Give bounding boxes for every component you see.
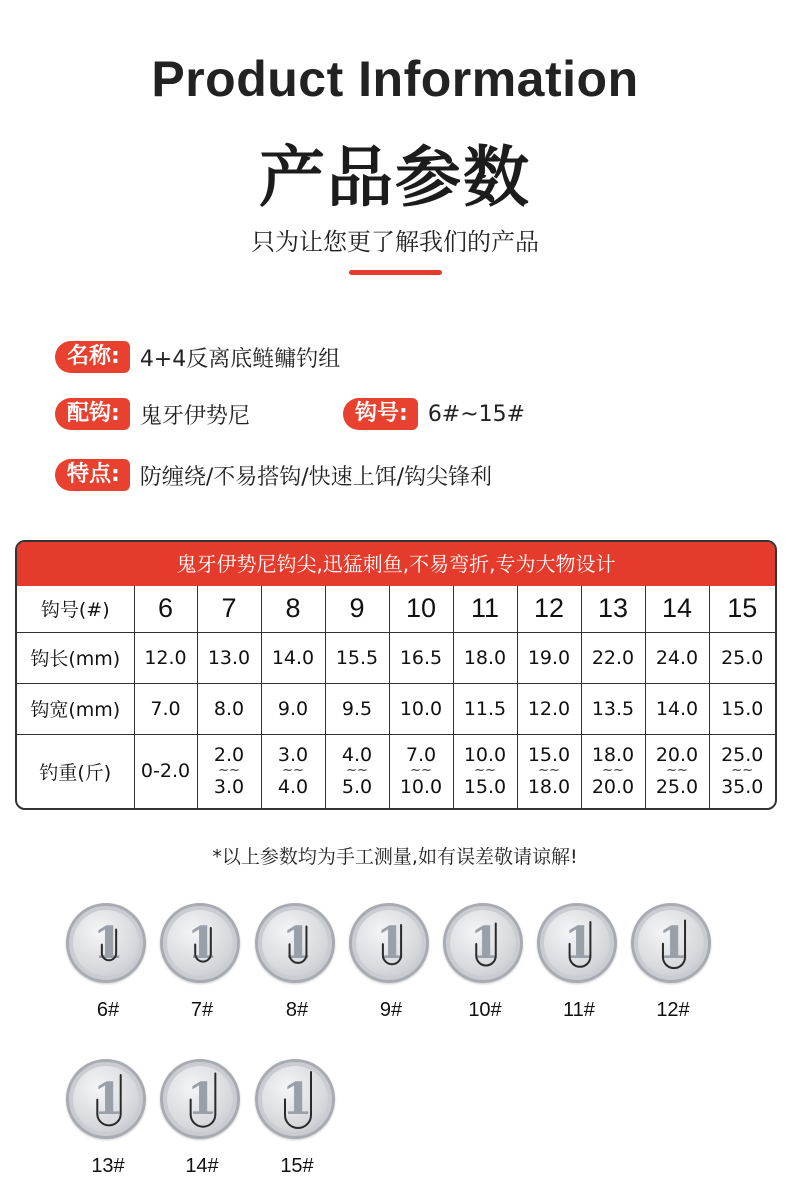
weight-tilde: ~~ <box>346 763 368 779</box>
coin-digit: 1 <box>658 918 689 969</box>
weight-low: 4.0 <box>341 744 373 767</box>
weight-tilde: ~~ <box>602 763 624 779</box>
weight-tilde: ~~ <box>282 763 304 779</box>
length-cell: 13.0 <box>197 632 261 683</box>
page-title-chinese: 产品参数 <box>259 139 531 216</box>
coin-hook-icon <box>349 903 429 983</box>
coin-item-15 <box>255 1059 339 1177</box>
fishing-hook-icon <box>634 906 714 986</box>
spec-row-length <box>17 632 775 683</box>
coin-digit: 1 <box>93 918 124 969</box>
width-cell: 11.5 <box>453 683 517 734</box>
width-cell: 15.0 <box>709 683 775 734</box>
width-cell: 8.0 <box>197 683 261 734</box>
size-cell: 11 <box>453 586 517 632</box>
width-cell: 13.5 <box>581 683 645 734</box>
spec-table <box>17 586 775 808</box>
info-row-feature <box>55 458 492 492</box>
size-label: 13# <box>91 1155 125 1177</box>
size-cell: 10 <box>389 586 453 632</box>
size-label: 10# <box>468 999 502 1021</box>
coin-item-13 <box>66 1059 150 1177</box>
coin-digit: 1 <box>376 918 407 969</box>
size-cell: 12 <box>517 586 581 632</box>
weight-range-cell <box>197 734 261 808</box>
weight-range-cell <box>261 734 325 808</box>
coin-item-7 <box>160 903 244 1021</box>
weight-tilde: ~~ <box>731 763 754 779</box>
weight-range-cell <box>645 734 709 808</box>
fishing-hook-icon <box>540 906 620 986</box>
weight-low: 25.0 <box>721 744 764 767</box>
weight-low: 2.0 <box>213 744 245 767</box>
size-cell: 14 <box>645 586 709 632</box>
weight-high: 20.0 <box>591 776 635 799</box>
width-cell: 14.0 <box>645 683 709 734</box>
size-label: 15# <box>280 1155 314 1177</box>
weight-high: 18.0 <box>527 776 571 799</box>
coin-digit: 1 <box>187 918 218 969</box>
fishing-hook-icon <box>163 1062 243 1142</box>
weight-high: 15.0 <box>463 776 507 799</box>
fishing-hook-icon <box>352 906 432 986</box>
weight-tilde: ~~ <box>218 763 240 779</box>
weight-range-cell <box>517 734 581 808</box>
size-label: 8# <box>285 999 309 1021</box>
fishing-hook-icon <box>446 906 526 986</box>
length-cell: 24.0 <box>645 632 709 683</box>
weight-range-cell <box>325 734 389 808</box>
spec-row-width <box>17 683 775 734</box>
coin-item-10 <box>443 903 527 1021</box>
size-label-pill: 钩号: <box>343 398 418 430</box>
coin-digit: 1 <box>470 918 501 969</box>
row-header-width: 钩宽(mm) <box>17 683 134 734</box>
page-subtitle: 只为让您更了解我们的产品 <box>251 228 539 256</box>
size-label: 14# <box>185 1155 219 1177</box>
fishing-hook-icon <box>258 1062 338 1142</box>
page-title-english: Product Information <box>151 51 639 107</box>
coin-digit: 1 <box>282 918 313 969</box>
coin-item-9 <box>349 903 433 1021</box>
length-cell: 15.5 <box>325 632 389 683</box>
info-row-size <box>343 397 525 431</box>
weight-low: 15.0 <box>527 744 571 767</box>
hook-value: 鬼牙伊势尼 <box>139 403 250 429</box>
weight-high: 4.0 <box>277 776 309 799</box>
weight-range-cell <box>453 734 517 808</box>
size-cell: 7 <box>197 586 261 632</box>
weight-low: 10.0 <box>463 744 507 767</box>
size-value: 6#~15# <box>427 401 526 427</box>
weight-low: 18.0 <box>591 744 635 767</box>
title-underline <box>349 270 442 275</box>
width-cell: 9.0 <box>261 683 325 734</box>
weight-range-cell <box>389 734 453 808</box>
weight-range-cell <box>581 734 645 808</box>
coin-item-12 <box>631 903 715 1021</box>
coin-hook-icon <box>66 1059 146 1139</box>
spec-table-card <box>15 540 777 810</box>
coin-digit: 1 <box>282 1074 313 1125</box>
size-label: 6# <box>96 999 120 1021</box>
fishing-hook-icon <box>69 1062 149 1142</box>
coin-hook-icon <box>255 1059 335 1139</box>
weight-tilde: ~~ <box>410 763 432 779</box>
spec-row-weight <box>17 734 775 808</box>
weight-tilde: ~~ <box>474 763 496 779</box>
length-cell: 19.0 <box>517 632 581 683</box>
coin-digit: 1 <box>564 918 595 969</box>
weight-cell: 0-2.0 <box>134 734 197 808</box>
row-header-length: 钩长(mm) <box>17 632 134 683</box>
info-row-hook <box>55 397 250 431</box>
size-cell: 13 <box>581 586 645 632</box>
length-cell: 25.0 <box>709 632 775 683</box>
coin-item-14 <box>160 1059 244 1177</box>
weight-low: 7.0 <box>405 744 437 767</box>
size-label: 12# <box>656 999 690 1021</box>
weight-tilde: ~~ <box>666 763 688 779</box>
length-cell: 16.5 <box>389 632 453 683</box>
feature-label-pill: 特点: <box>55 459 130 491</box>
length-cell: 14.0 <box>261 632 325 683</box>
weight-high: 5.0 <box>341 776 373 799</box>
measurement-note: *以上参数均为手工测量,如有误差敬请谅解! <box>212 846 578 868</box>
weight-high: 25.0 <box>655 776 699 799</box>
coin-hook-icon <box>537 903 617 983</box>
weight-range-cell <box>709 734 775 808</box>
coin-item-8 <box>255 903 339 1021</box>
fishing-hook-icon <box>163 906 243 986</box>
weight-high: 3.0 <box>213 776 245 799</box>
coin-hook-icon <box>66 903 146 983</box>
size-label: 7# <box>190 999 214 1021</box>
weight-high: 10.0 <box>399 776 443 799</box>
hook-label-pill: 配钩: <box>55 398 130 430</box>
size-label: 11# <box>563 999 595 1021</box>
row-header-size: 钩号(#) <box>17 586 134 632</box>
size-cell: 15 <box>709 586 775 632</box>
size-cell: 8 <box>261 586 325 632</box>
row-header-weight: 钓重(斤) <box>17 734 134 808</box>
coin-digit: 1 <box>187 1074 218 1125</box>
weight-low: 3.0 <box>277 744 309 767</box>
length-cell: 22.0 <box>581 632 645 683</box>
info-row-name <box>55 340 340 374</box>
size-cell: 6 <box>134 586 197 632</box>
coin-hook-icon <box>255 903 335 983</box>
spec-banner: 鬼牙伊势尼钩尖,迅猛刺鱼,不易弯折,专为大物设计 <box>17 542 775 586</box>
size-cell: 9 <box>325 586 389 632</box>
width-cell: 12.0 <box>517 683 581 734</box>
coin-hook-icon <box>160 903 240 983</box>
size-label: 9# <box>379 999 403 1021</box>
feature-value: 防缠绕/不易搭钩/快速上饵/钩尖锋利 <box>139 464 493 490</box>
weight-low: 20.0 <box>655 744 699 767</box>
length-cell: 12.0 <box>134 632 197 683</box>
coin-hook-icon <box>443 903 523 983</box>
weight-tilde: ~~ <box>538 763 560 779</box>
coin-item-6 <box>66 903 150 1021</box>
fishing-hook-icon <box>258 906 338 986</box>
name-value: 4+4反离底鲢鳙钓组 <box>139 346 341 372</box>
spec-row-size <box>17 586 775 632</box>
fishing-hook-icon <box>69 906 149 986</box>
name-label-pill: 名称: <box>55 341 130 373</box>
width-cell: 9.5 <box>325 683 389 734</box>
width-cell: 7.0 <box>134 683 197 734</box>
coin-hook-icon <box>631 903 711 983</box>
width-cell: 10.0 <box>389 683 453 734</box>
length-cell: 18.0 <box>453 632 517 683</box>
weight-high: 35.0 <box>721 776 764 799</box>
coin-item-11 <box>537 903 621 1021</box>
coin-hook-icon <box>160 1059 240 1139</box>
coin-digit: 1 <box>93 1074 124 1125</box>
